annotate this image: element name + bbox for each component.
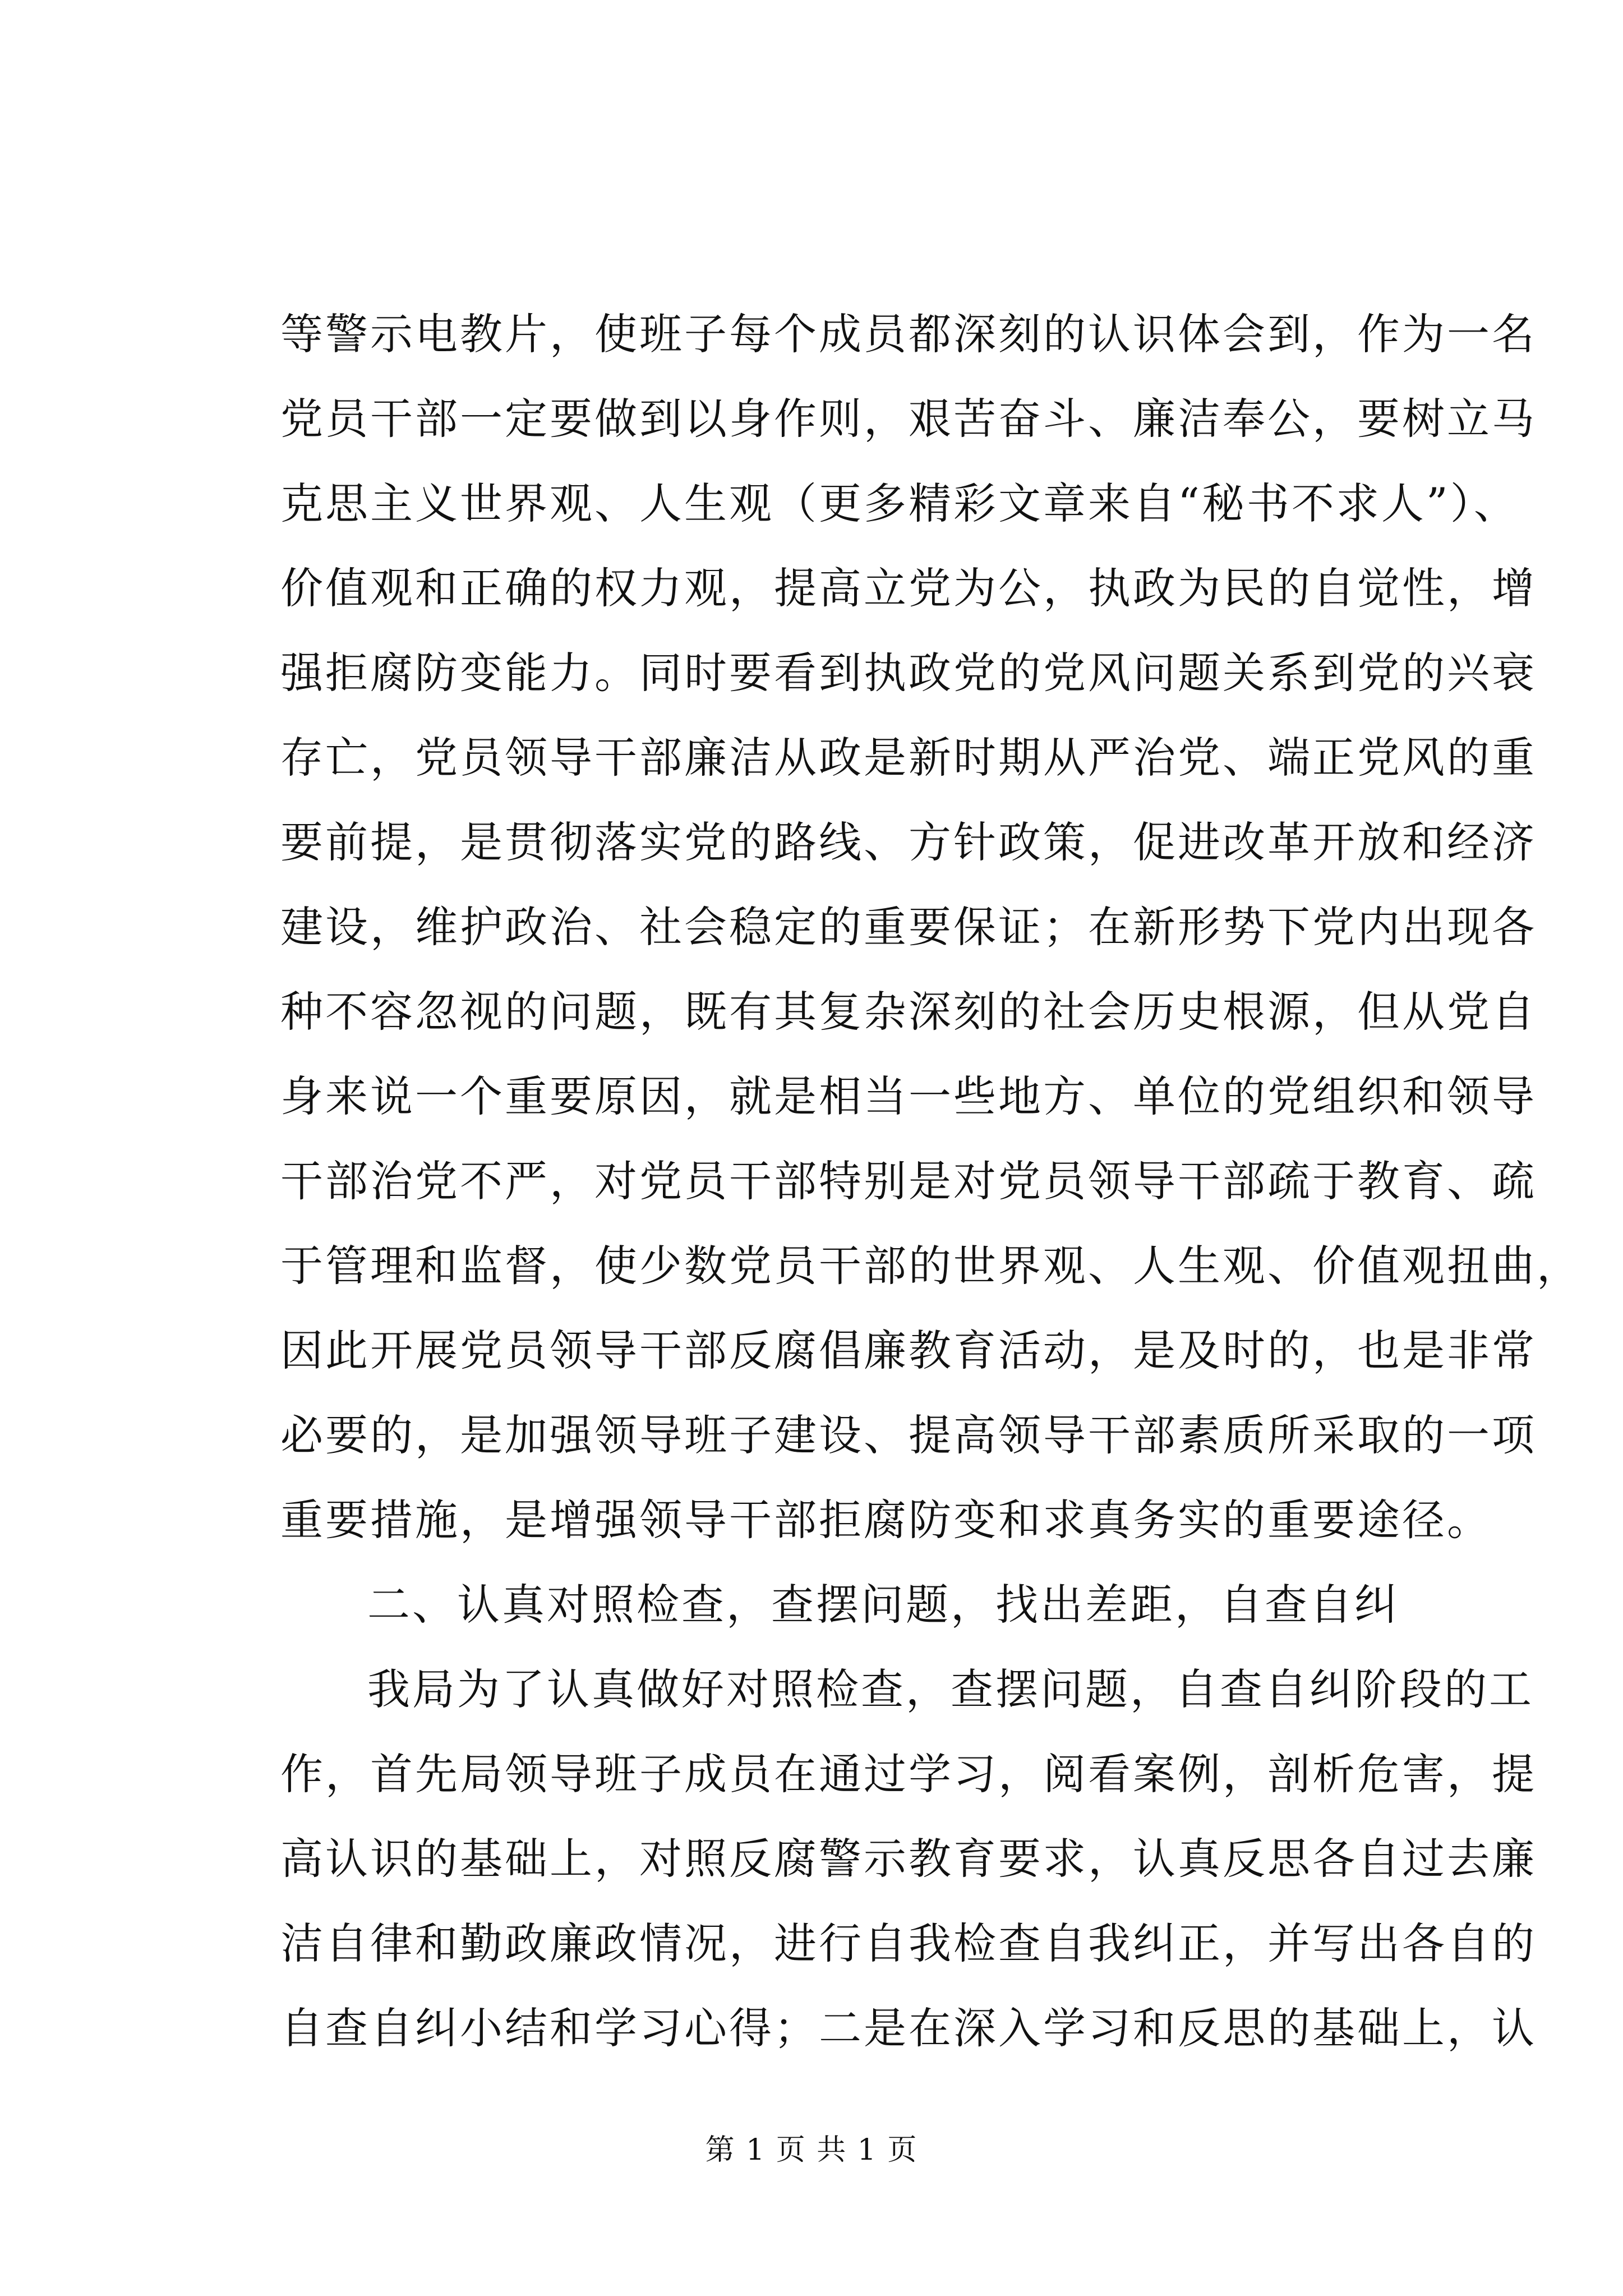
text-line: 克思主义世界观、人生观（更多精彩文章来自“秘书不求人”）、	[280, 478, 1519, 528]
text-line: 存亡，党员领导干部廉洁从政是新时期从严治党、端正党风的重	[280, 733, 1537, 783]
text-line: 高认识的基础上，对照反腐警示教育要求，认真反思各自过去廉	[280, 1834, 1537, 1884]
text-line: 等警示电教片，使班子每个成员都深刻的认识体会到，作为一名	[280, 309, 1537, 359]
text-line: 种不容忽视的问题，既有其复杂深刻的社会历史根源，但从党自	[280, 987, 1537, 1037]
text-line: 于管理和监督，使少数党员干部的世界观、人生观、价值观扭曲，	[280, 1241, 1581, 1291]
section-heading: 二、认真对照检查，查摆问题，找出差距，自查自纠	[367, 1580, 1399, 1630]
text-line: 因此开展党员领导干部反腐倡廉教育活动，是及时的，也是非常	[280, 1326, 1537, 1375]
text-line: 干部治党不严，对党员干部特别是对党员领导干部疏于教育、疏	[280, 1156, 1537, 1206]
text-line: 党员干部一定要做到以身作则，艰苦奋斗、廉洁奉公，要树立马	[280, 394, 1537, 444]
page-number: 第 1 页 共 1 页	[705, 2133, 918, 2167]
text-line: 作，首先局领导班子成员在通过学习，阅看案例，剖析危害，提	[280, 1749, 1537, 1799]
text-line: 建设，维护政治、社会稳定的重要保证；在新形势下党内出现各	[280, 902, 1537, 952]
text-line: 自查自纠小结和学习心得；二是在深入学习和反思的基础上，认	[280, 2003, 1537, 2053]
text-line: 重要措施，是增强领导干部拒腐防变和求真务实的重要途径。	[280, 1495, 1492, 1545]
text-line: 洁自律和勤政廉政情况，进行自我检查自我纠正，并写出各自的	[280, 1918, 1537, 1968]
body-text	[280, 292, 1581, 2070]
text-line: 强拒腐防变能力。同时要看到执政党的党风问题关系到党的兴衰	[280, 648, 1537, 698]
text-line: 身来说一个重要原因，就是相当一些地方、单位的党组织和领导	[280, 1071, 1537, 1121]
text-line: 必要的，是加强领导班子建设、提高领导干部素质所采取的一项	[280, 1410, 1537, 1460]
text-line: 要前提，是贯彻落实党的路线、方针政策，促进改革开放和经济	[280, 817, 1537, 867]
paragraph-first-line: 我局为了认真做好对照检查，查摆问题，自查自纠阶段的工	[367, 1664, 1534, 1714]
text-line: 价值观和正确的权力观，提高立党为公，执政为民的自觉性，增	[280, 563, 1537, 613]
